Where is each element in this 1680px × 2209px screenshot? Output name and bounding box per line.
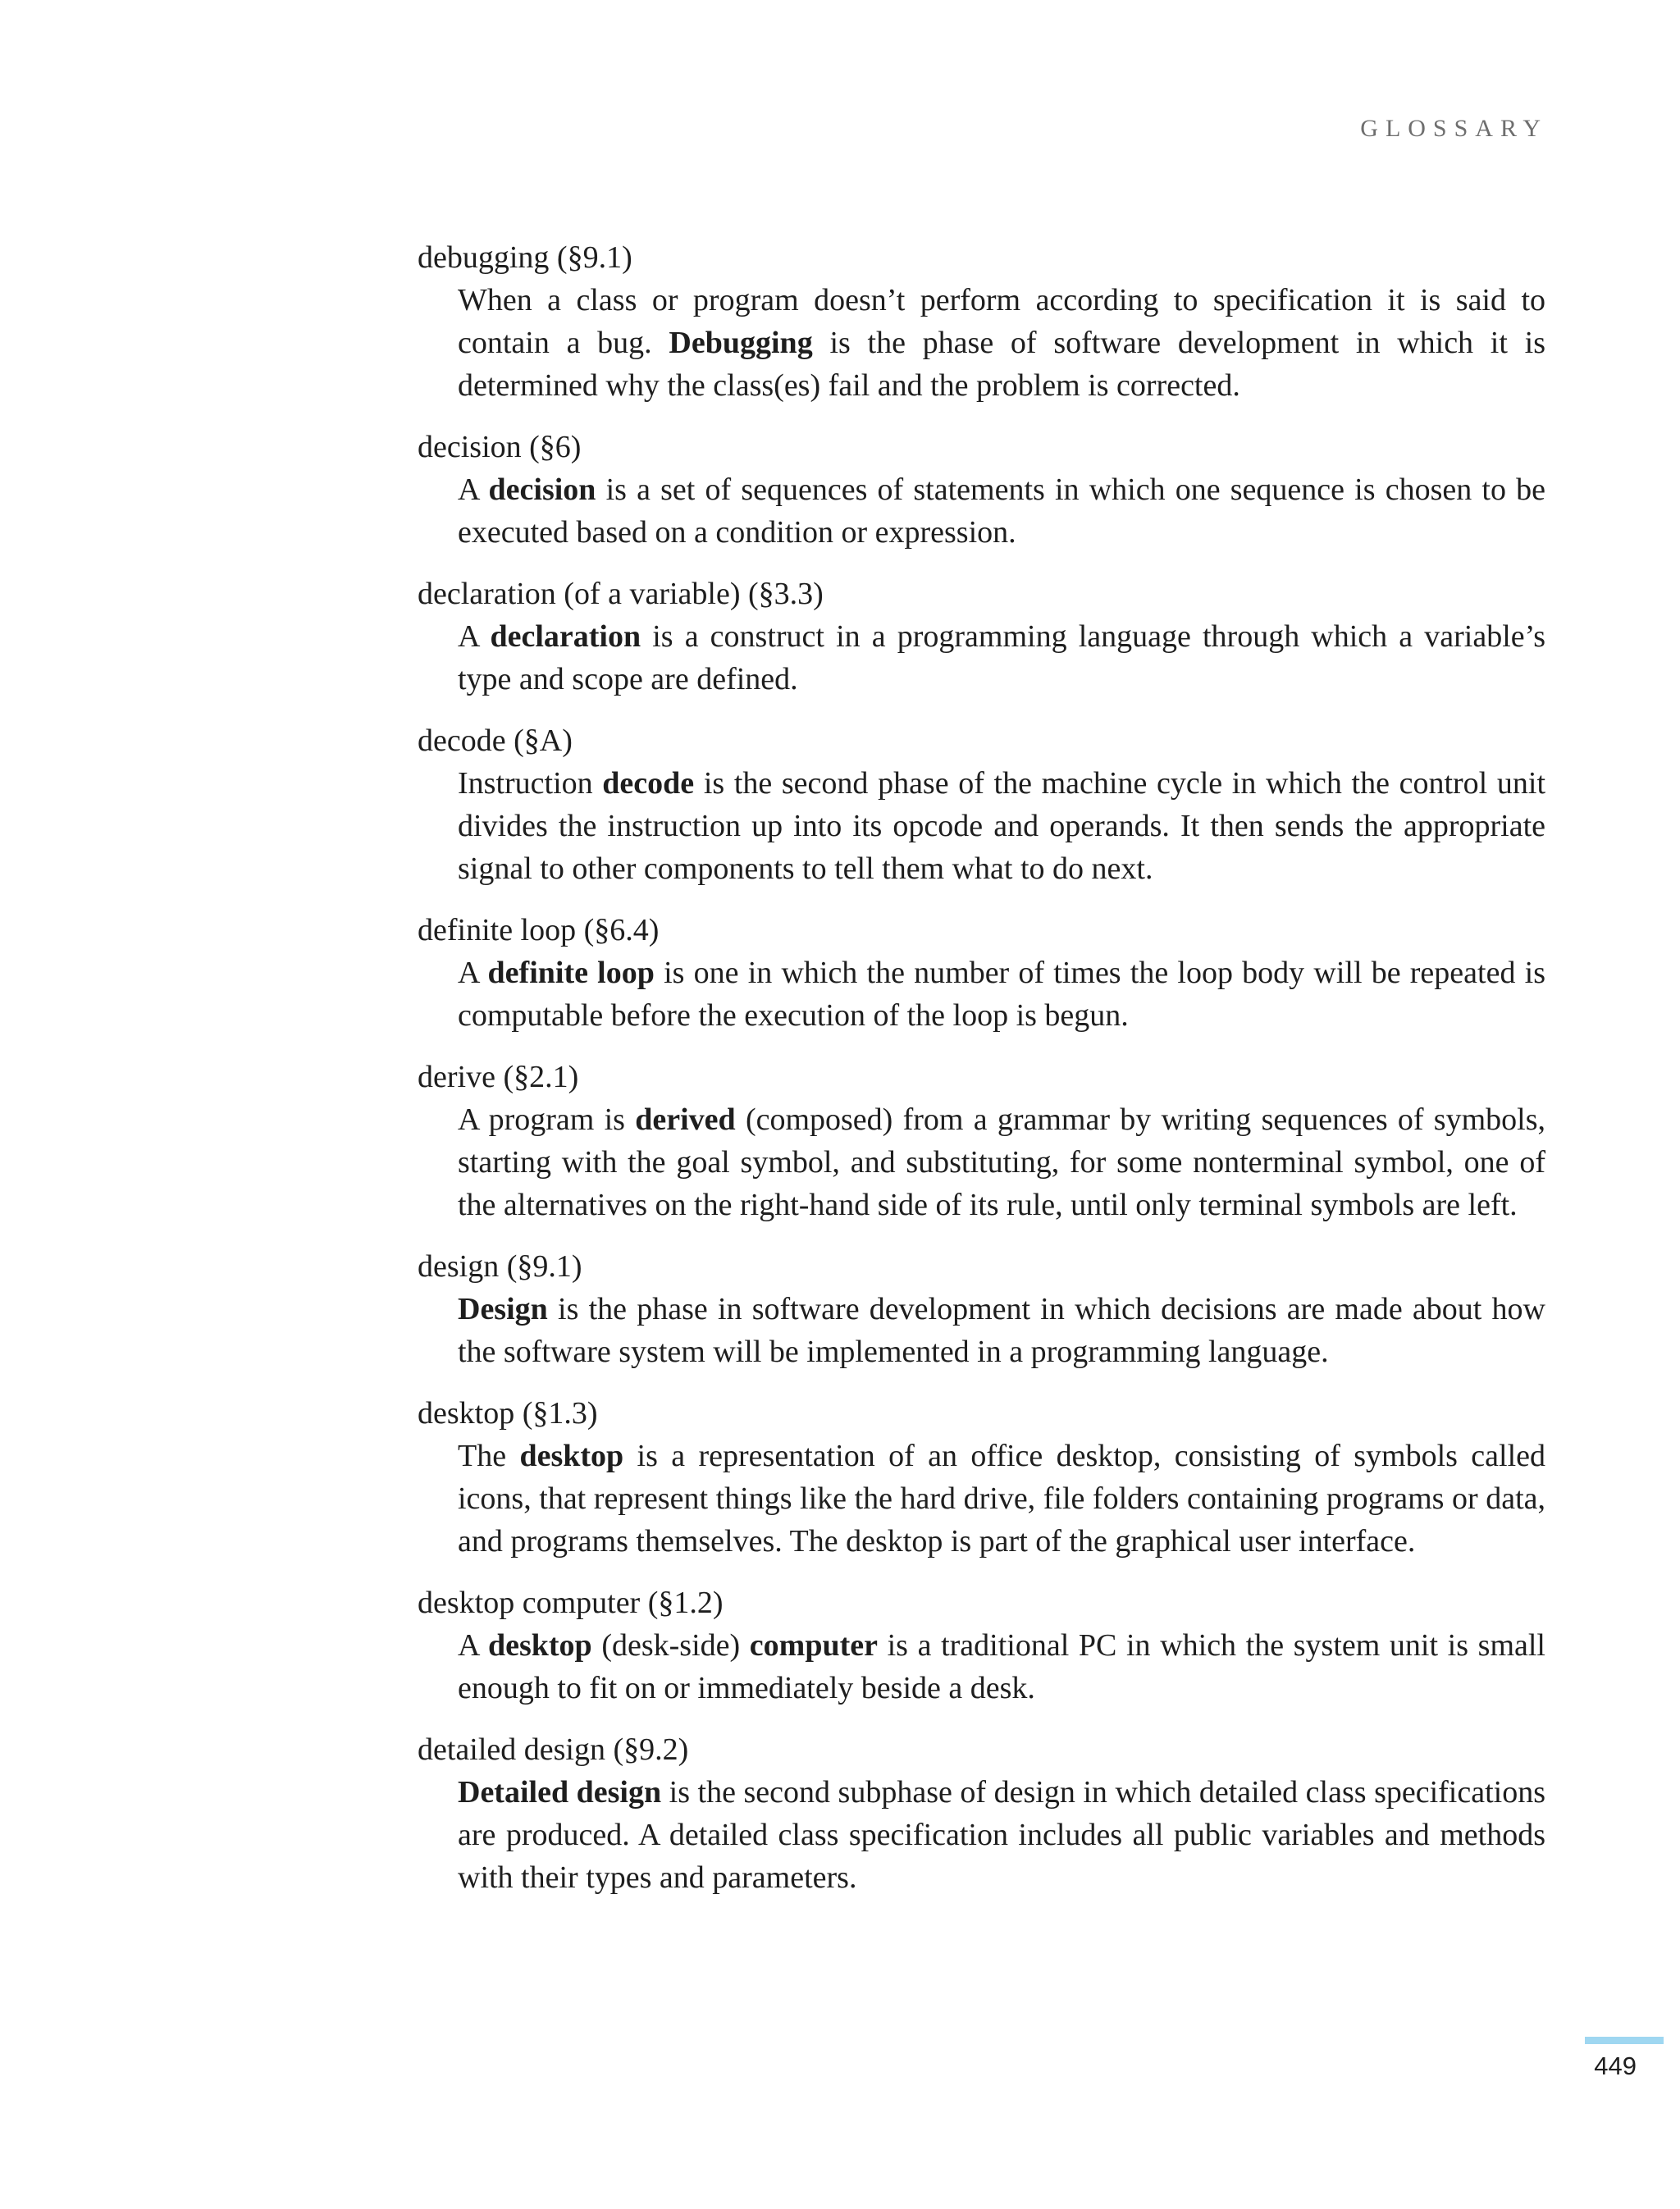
defined-term-bold: computer (749, 1628, 878, 1663)
glossary-term: desktop computer (§1.2) (418, 1586, 724, 1620)
page-number: 449 (1594, 2052, 1637, 2080)
defined-term-bold: desktop (487, 1628, 592, 1663)
definition-text: Instruction (458, 766, 603, 801)
defined-term-bold: Detailed design (458, 1775, 662, 1810)
defined-term-bold: decision (488, 472, 596, 507)
definition-text: is the phase in software development in which decisions are made about how the software system will be implemented in a programming language. (458, 1292, 1545, 1369)
glossary-entry (418, 1392, 1545, 1563)
glossary-term: definite loop (§6.4) (418, 913, 660, 947)
glossary-definition (458, 1098, 1545, 1226)
definition-text: A program is (458, 1102, 636, 1137)
glossary-entry (418, 573, 1545, 701)
definition-text: A (458, 1628, 488, 1663)
page-number-rule (1585, 2037, 1664, 2044)
glossary-definition (458, 279, 1545, 407)
glossary-term: desktop (§1.3) (418, 1396, 598, 1431)
defined-term-bold: desktop (519, 1439, 624, 1473)
defined-term-bold: definite loop (487, 956, 655, 990)
definition-text: is one in which the number of times the loop body will be repeated is computable before the execution of the loop is begun. (458, 956, 1545, 1033)
defined-term-bold: Design (458, 1292, 548, 1326)
glossary-definition (458, 952, 1545, 1037)
definition-text: is the phase of software development in which it is determined why the class(es) fail and the problem is corrected. (458, 326, 1545, 403)
glossary-definition (458, 1771, 1545, 1899)
definition-text: is a traditional PC in which the system unit is small enough to fit on or immediately beside a desk. (458, 1628, 1545, 1705)
glossary-entry (418, 1728, 1545, 1899)
definition-text: is a construct in a programming language through which a variable’s type and scope are defined. (458, 619, 1545, 696)
definition-text: is the second phase of the machine cycle in which the control unit divides the instruction up into its opcode and operands. It then sends the appropriate signal to other components to tell them what to do next. (458, 766, 1546, 886)
glossary-definition (458, 468, 1545, 554)
glossary-term: derive (§2.1) (418, 1060, 579, 1094)
glossary-term: detailed design (§9.2) (418, 1732, 689, 1767)
defined-term-bold: Debugging (669, 326, 813, 360)
glossary-definition (458, 615, 1545, 701)
glossary-term: debugging (§9.1) (418, 240, 632, 275)
glossary-term: decision (§6) (418, 430, 582, 464)
definition-text: When a class or program doesn’t perform according to specification it is said to contain a bug. (458, 283, 1545, 360)
definition-text: The (458, 1439, 520, 1473)
defined-term-bold: decode (602, 766, 695, 801)
defined-term-bold: derived (635, 1102, 736, 1137)
glossary-term: decode (§A) (418, 723, 573, 758)
definition-text: A (458, 619, 491, 654)
glossary-entry (418, 909, 1545, 1037)
glossary-term: declaration (of a variable) (§3.3) (418, 577, 824, 611)
definition-text: (desk-side) (591, 1628, 750, 1663)
glossary-term: design (§9.1) (418, 1249, 582, 1284)
glossary-entry (418, 719, 1545, 890)
definition-text: is the second subphase of design in which detailed class specifications are produced. A detailed class specification includes all public variables and methods with their types and parameters. (458, 1775, 1546, 1895)
definition-text: (composed) from a grammar by writing sequences of symbols, starting with the goal symbol, and substituting, for some nonterminal symbol, one of the alternatives on the right-hand side of its rule, until only terminal symbols are left. (458, 1102, 1545, 1222)
glossary-entry (418, 236, 1545, 407)
running-head: GLOSSARY (1360, 115, 1548, 142)
glossary-entry (418, 426, 1545, 554)
definition-text: A (458, 956, 488, 990)
glossary-definition (458, 762, 1545, 890)
glossary-definition (458, 1288, 1545, 1373)
glossary-entry (418, 1581, 1545, 1709)
defined-term-bold: declaration (490, 619, 641, 654)
definition-text: is a set of sequences of statements in which one sequence is chosen to be executed based on a condition or expression. (458, 472, 1545, 550)
glossary-definition (458, 1624, 1545, 1709)
definition-text: is a representation of an office desktop, consisting of symbols called icons, that represent things like the hard drive, file folders containing programs or data, and programs themselves. The desktop is part of the graphical user interface. (458, 1439, 1546, 1559)
glossary-entry (418, 1056, 1545, 1226)
glossary-list (418, 236, 1545, 1918)
glossary-definition (458, 1435, 1545, 1563)
glossary-entry (418, 1245, 1545, 1373)
definition-text: A (458, 472, 489, 507)
